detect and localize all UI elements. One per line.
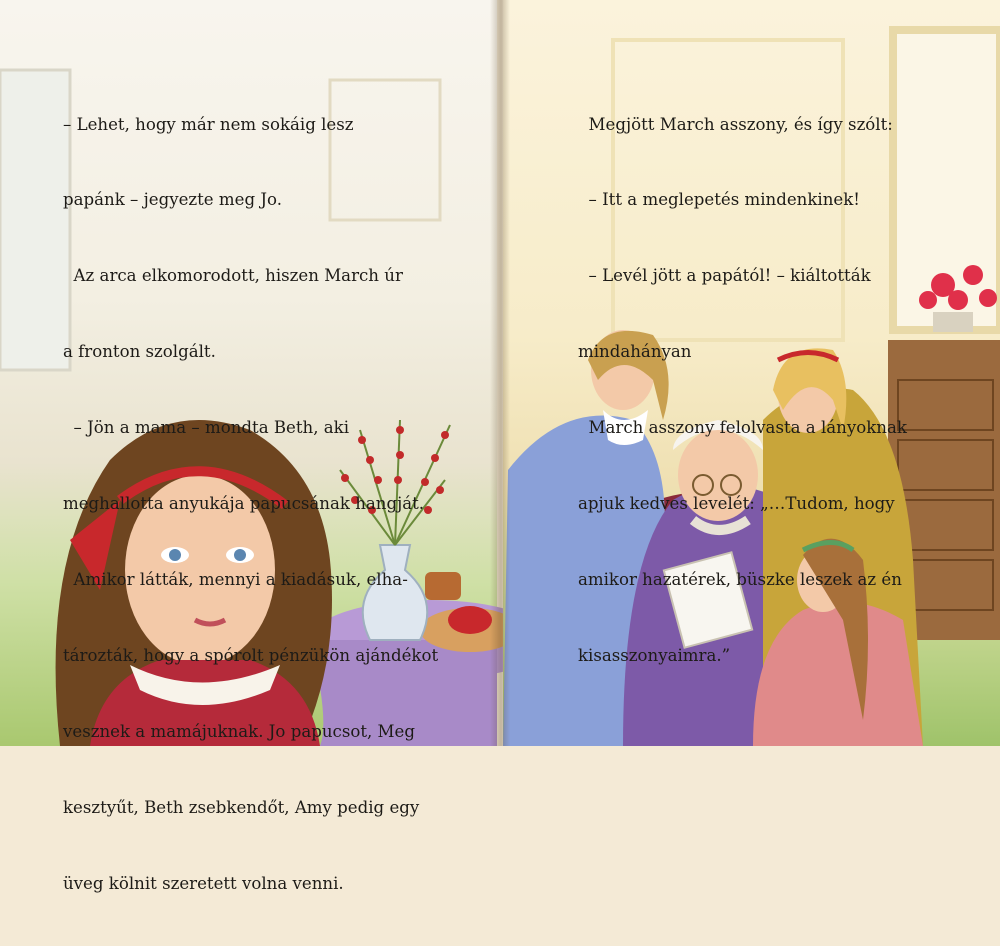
right-line-2: – Itt a meglepetés mindenkinek! (578, 190, 860, 210)
book-gutter (490, 0, 510, 746)
right-line-7: amikor hazatérek, büszke leszek az én (578, 569, 902, 589)
right-line-4: mindahányan (578, 342, 692, 362)
right-line-5: March asszony felolvasta a lányoknak (578, 418, 907, 438)
left-line-11: üveg kölnit szeretett volna venni. (63, 873, 344, 893)
right-line-1: Megjött March asszony, és így szólt: (578, 114, 893, 134)
left-line-1: – Lehet, hogy már nem sokáig lesz (63, 114, 354, 134)
left-line-2: papánk – jegyezte meg Jo. (63, 190, 282, 210)
left-line-6: meghallotta anyukája papucsának hangját. (63, 494, 425, 514)
right-line-3: – Levél jött a papától! – kiáltották (578, 266, 871, 286)
left-page-text (63, 61, 438, 946)
left-page (0, 0, 497, 893)
right-line-8: kisasszonyaimra.” (578, 645, 731, 665)
left-line-4: a fronton szolgált. (63, 342, 216, 362)
flower-pot (933, 312, 973, 332)
right-page-text (578, 61, 907, 719)
left-line-8: tározták, hogy a spórolt pénzükön ajándékot (63, 645, 439, 665)
left-line-5: – Jön a mama – mondta Beth, aki (63, 418, 350, 438)
right-page (503, 0, 1000, 746)
left-line-3: Az arca elkomorodott, hiszen March úr (63, 266, 403, 286)
left-line-10: kesztyűt, Beth zsebkendőt, Amy pedig egy (63, 797, 420, 817)
left-line-9: vesznek a mamájuknak. Jo papucsot, Meg (63, 721, 415, 741)
apple (448, 606, 492, 634)
right-line-6: apjuk kedves levelét: „…Tudom, hogy (578, 494, 895, 514)
window-frame (0, 70, 70, 370)
left-line-7: Amikor látták, mennyi a kiadásuk, elha- (63, 569, 408, 589)
